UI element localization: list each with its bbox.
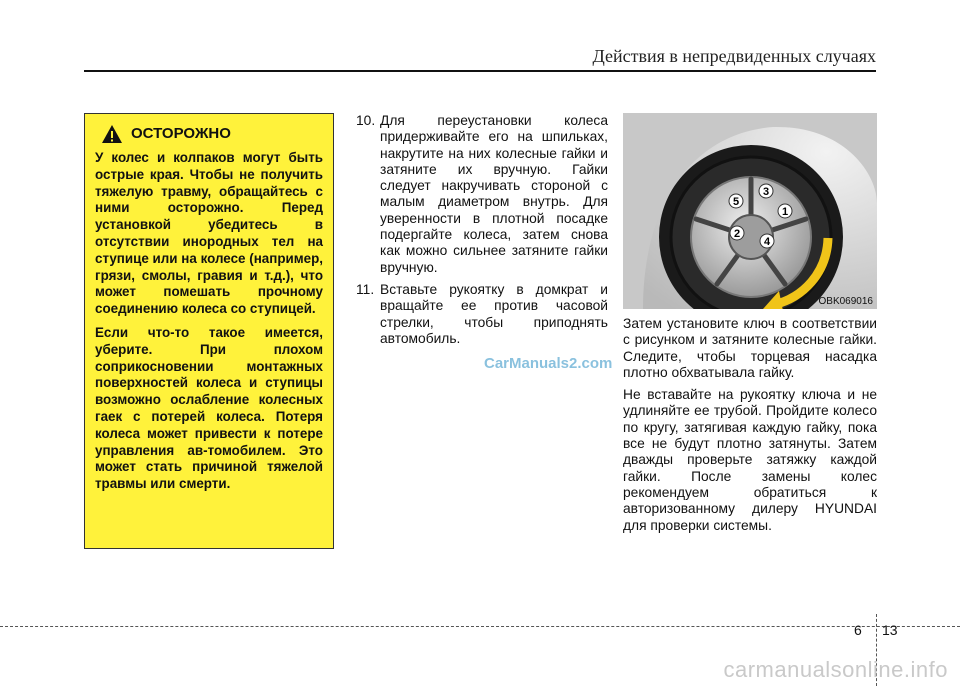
nut-label-2: 2 bbox=[733, 228, 741, 240]
wheel-illustration bbox=[623, 113, 877, 309]
warning-paragraph-1: У колес и колпаков могут быть острые края. Чтобы не получить тяжелую травму, обращайтесь с ними осторожно. Перед установкой убедитесь в отсутствии инородных тел на ступице или на колесе (например, грязи, смолы, гравия и т.д.), что может помешать прочному соединению колеса со ступицей. bbox=[95, 150, 323, 317]
carmanuals-watermark: CarManuals2.com bbox=[484, 355, 613, 372]
right-paragraph-2: Не вставайте на рукоятку ключа и не удлиняйте ее трубой. Пройдите колесо по кругу, затягивая каждую гайку, пока все не будут плотно затянуты. Затем дважды проверьте затяжку каждой гайки. После замены колес рекомендуем обратиться к авторизованному дилеру HYUNDAI для проверки системы. bbox=[623, 387, 877, 533]
figure-code: OBK069016 bbox=[818, 296, 873, 307]
step-number: 10. bbox=[356, 113, 376, 128]
section-number: 6 bbox=[854, 622, 862, 638]
right-paragraph-1: Затем установите ключ в соответствии с рисунком и затяните колесные гайки. Следите, чтобы торцевая насадка плотно обхватывала гайку. bbox=[623, 316, 877, 380]
steps-column bbox=[356, 113, 608, 353]
footer-rule bbox=[0, 626, 960, 627]
wheel-figure bbox=[623, 113, 877, 309]
warning-title: ОСТОРОЖНО bbox=[131, 124, 231, 142]
warning-header bbox=[95, 124, 323, 144]
warning-triangle-icon bbox=[101, 124, 123, 144]
site-watermark: carmanualsonline.info bbox=[723, 657, 948, 682]
chapter-title: Действия в непредвиденных случаях bbox=[592, 46, 876, 66]
nut-label-1: 1 bbox=[781, 206, 789, 218]
warning-box bbox=[84, 113, 334, 549]
nut-label-5: 5 bbox=[732, 196, 740, 208]
nut-label-4: 4 bbox=[763, 236, 771, 248]
step-number: 11. bbox=[356, 281, 375, 297]
step-text: Для переустановки колеса придерживайте его на шпильках, накрутите на них колесные гайки и затяните их вручную. Гайки следует накручивать стороной с малым диаметром внутрь. Для уверенности в плотной посадке подергайте колеса, затем снова как можно сильнее затяните гайки вручную. bbox=[380, 113, 608, 275]
nut-label-3: 3 bbox=[762, 186, 770, 198]
right-text-column bbox=[623, 316, 877, 540]
page-number: 13 bbox=[882, 622, 898, 638]
step-10 bbox=[356, 113, 608, 276]
step-11 bbox=[356, 282, 608, 347]
step-text: Вставьте рукоятку в домкрат и вращайте ее против часовой стрелки, чтобы приподнять автомобиль. bbox=[380, 281, 608, 346]
header-rule bbox=[84, 70, 876, 72]
warning-paragraph-2: Если что-то такое имеется, уберите. При плохом соприкосновении монтажных поверхностей колеса и ступицы возможно ослабление колесных гаек с потерей колеса. Потеря колеса может привести к потере управления ав-томобилем. Это может стать причиной тяжелой травмы или смерти. bbox=[95, 324, 323, 492]
